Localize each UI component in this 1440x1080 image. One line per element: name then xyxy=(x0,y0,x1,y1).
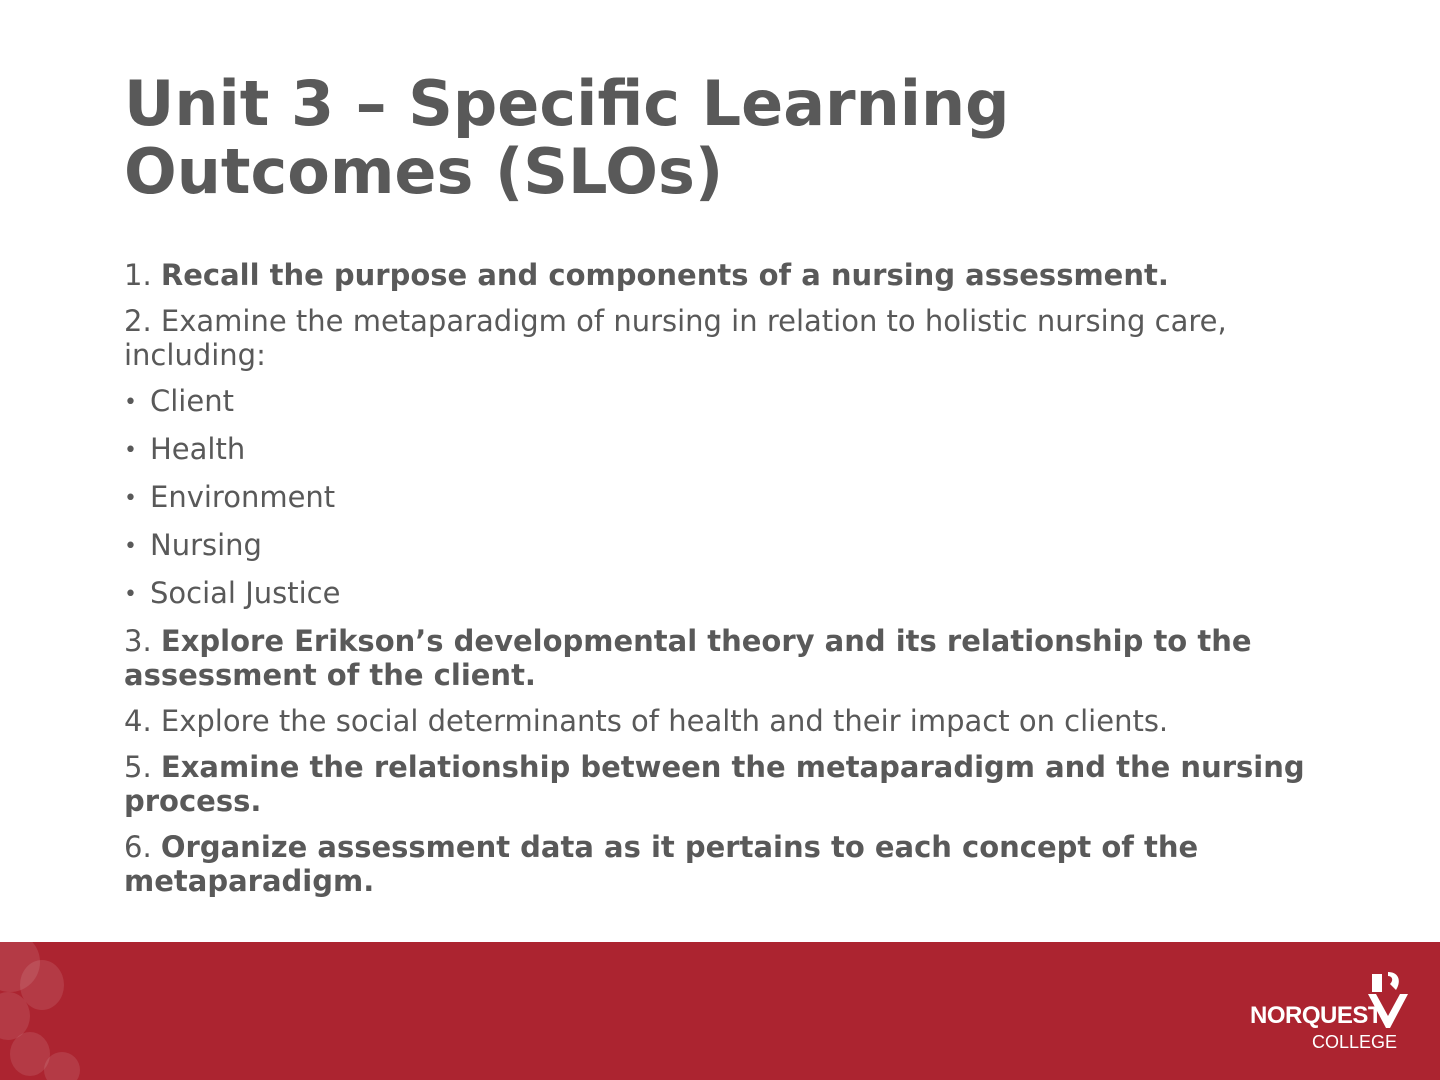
outcome-number: 2. xyxy=(124,304,161,338)
outcome-number: 3. xyxy=(124,624,161,658)
learning-outcomes-list xyxy=(124,258,1324,910)
outcome-item-1 xyxy=(124,258,1324,292)
logo-wordmark: NORQUEST xyxy=(1250,1002,1383,1029)
outcome-text: Examine the metaparadigm of nursing in relation to holistic nursing care, including: xyxy=(124,304,1227,372)
outcome-text: Examine the relationship between the metaparadigm and the nursing process. xyxy=(124,750,1305,818)
bullet-item-environment xyxy=(124,480,1324,516)
bullet-text: Client xyxy=(150,384,234,418)
slide-title-line-2: Outcomes (SLOs) xyxy=(124,135,724,208)
bullet-item-client xyxy=(124,384,1324,420)
bullet-text: Nursing xyxy=(150,528,262,562)
bullet-item-nursing xyxy=(124,528,1324,564)
slide-title xyxy=(124,67,1324,208)
outcome-item-6 xyxy=(124,830,1324,898)
bullet-icon: • xyxy=(124,582,137,607)
outcome-item-5 xyxy=(124,750,1324,818)
outcome-text: Recall the purpose and components of a nursing assessment. xyxy=(160,258,1169,292)
decorative-circle xyxy=(44,1052,80,1080)
bullet-text: Environment xyxy=(150,480,336,514)
outcome-item-2 xyxy=(124,304,1324,372)
bullet-item-health xyxy=(124,432,1324,468)
outcome-number: 5. xyxy=(124,750,161,784)
bullet-text: Health xyxy=(150,432,246,466)
bullet-item-social-justice xyxy=(124,576,1324,612)
outcome-item-3 xyxy=(124,624,1324,692)
outcome-number: 1. xyxy=(124,258,161,292)
outcome-number: 6. xyxy=(124,830,161,864)
slide-title-line-1: Unit 3 – Specific Learning xyxy=(124,67,1010,140)
norquest-college-logo xyxy=(1250,972,1410,1056)
bullet-text: Social Justice xyxy=(150,576,341,610)
outcome-text: Explore the social determinants of health and their impact on clients. xyxy=(160,704,1169,738)
outcome-item-4 xyxy=(124,704,1324,738)
footer-band xyxy=(0,942,1440,1080)
bullet-icon: • xyxy=(124,534,137,559)
logo-subtitle: COLLEGE xyxy=(1312,1032,1398,1052)
outcome-number: 4. xyxy=(124,704,161,738)
outcome-text: Organize assessment data as it pertains to each concept of the metaparadigm. xyxy=(124,830,1199,898)
bullet-icon: • xyxy=(124,486,137,511)
outcome-text: Explore Erikson’s developmental theory and its relationship to the assessment of the client. xyxy=(124,624,1252,692)
bullet-icon: • xyxy=(124,390,137,415)
bullet-icon: • xyxy=(124,438,137,463)
